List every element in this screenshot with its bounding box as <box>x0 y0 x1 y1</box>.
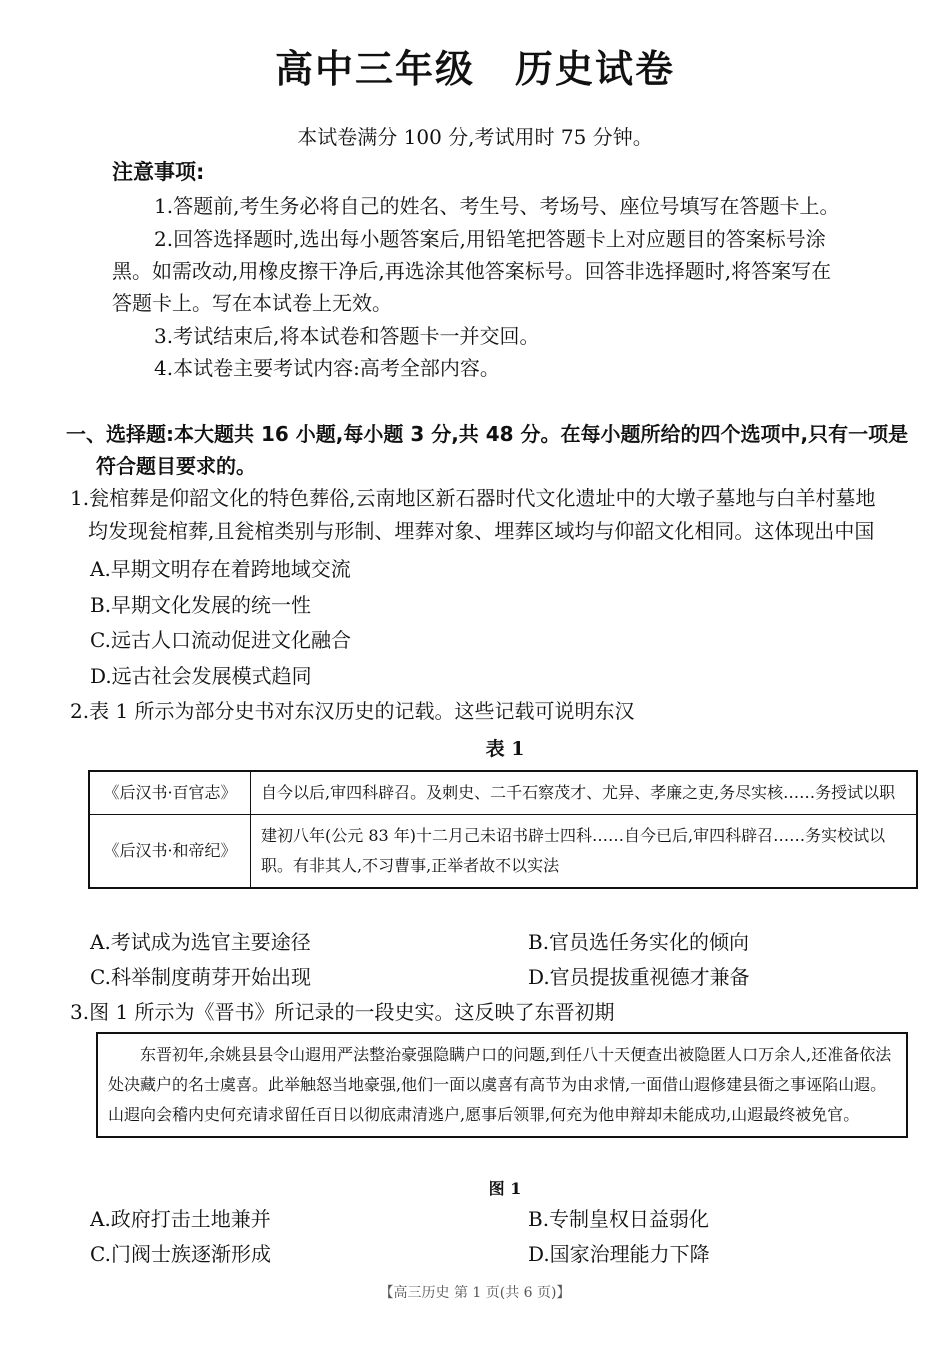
table-source-cell: 《后汉书·百官志》 <box>89 771 251 815</box>
q3-stem: 3.图 1 所示为《晋书》所记录的一段史实。这反映了东晋初期 <box>70 1000 615 1024</box>
figure-1-box: 东晋初年,余姚县县令山遐用严法整治豪强隐瞒户口的问题,到任八十天便查出被隐匿人口万余人,还准备依法处决藏户的名士虞喜。此举触怒当地豪强,他们一面以虞喜有高节为由求情,一面借山遐修建县衙之事诬陷山遐。山遐向会稽内史何充请求留任百日以彻底肃清逃户,愿事后领罪,何充为他申辩却未能成功,山遐最终被免官。 <box>96 1032 908 1138</box>
q2-option-a[interactable]: A.考试成为选官主要途径 <box>90 930 311 954</box>
notice-item-3: 3.考试结束后,将本试卷和答题卡一并交回。 <box>154 324 540 348</box>
section-heading: 一、选择题:本大题共 16 小题,每小题 3 分,共 48 分。在每小题所给的四个选项中,只有一项是 <box>66 422 909 446</box>
table-text-cell: 建初八年(公元 83 年)十二月己未诏书辟士四科……自今已后,审四科辟召……务实校试以职。有非其人,不习曹事,正举者故不以实法 <box>251 815 918 889</box>
q1-option-c[interactable]: C.远古人口流动促进文化融合 <box>90 628 351 652</box>
q3-option-a[interactable]: A.政府打击土地兼并 <box>90 1207 271 1231</box>
table-row <box>89 771 917 815</box>
notice-item-1: 1.答题前,考生务必将自己的姓名、考生号、考场号、座位号填写在答题卡上。 <box>154 194 840 218</box>
page-footer: 【高三历史 第 1 页(共 6 页)】 <box>379 1285 571 1301</box>
history-table <box>88 770 918 889</box>
q1-stem-line2: 均发现瓮棺葬,且瓮棺类别与形制、埋葬对象、埋葬区域均与仰韶文化相同。这体现出中国 <box>88 519 875 543</box>
figure-caption: 图 1 <box>488 1179 522 1198</box>
q1-stem-line1: 1.瓮棺葬是仰韶文化的特色葬俗,云南地区新石器时代文化遗址中的大墩子墓地与白羊村墓地 <box>70 486 876 510</box>
q2-option-c[interactable]: C.科举制度萌芽开始出现 <box>90 965 311 989</box>
title-grade: 高中三年级 <box>274 47 475 91</box>
table-source-cell: 《后汉书·和帝纪》 <box>89 815 251 889</box>
q2-option-b[interactable]: B.官员选任务实化的倾向 <box>528 930 750 954</box>
page-title <box>0 38 950 93</box>
notice-item-2: 2.回答选择题时,选出每小题答案后,用铅笔把答题卡上对应题目的答案标号涂 <box>154 227 826 251</box>
q3-option-d[interactable]: D.国家治理能力下降 <box>528 1242 710 1266</box>
q2-option-d[interactable]: D.官员提拔重视德才兼备 <box>528 965 750 989</box>
table-row <box>89 815 917 889</box>
section-heading-cont: 符合题目要求的。 <box>96 454 256 478</box>
q3-option-c[interactable]: C.门阀士族逐渐形成 <box>90 1242 271 1266</box>
notice-item-2-end: 答题卡上。写在本试卷上无效。 <box>112 291 392 315</box>
table-caption: 表 1 <box>485 738 525 760</box>
q3-option-b[interactable]: B.专制皇权日益弱化 <box>528 1207 710 1231</box>
notice-item-2-cont: 黑。如需改动,用橡皮擦干净后,再选涂其他答案标号。回答非选择题时,将答案写在 <box>112 259 832 283</box>
title-subject: 历史试卷 <box>515 47 676 91</box>
q1-option-d[interactable]: D.远古社会发展模式趋同 <box>90 664 312 688</box>
q1-option-b[interactable]: B.早期文化发展的统一性 <box>90 593 312 617</box>
table-text-cell: 自今以后,审四科辟召。及刺史、二千石察茂才、尤异、孝廉之吏,务尽实核……务授试以职 <box>251 771 918 815</box>
exam-intro: 本试卷满分 100 分,考试用时 75 分钟。 <box>297 125 653 149</box>
q1-option-a[interactable]: A.早期文明存在着跨地域交流 <box>90 557 351 581</box>
notice-heading: 注意事项: <box>112 160 205 184</box>
q2-stem: 2.表 1 所示为部分史书对东汉历史的记载。这些记载可说明东汉 <box>70 699 635 723</box>
notice-item-4: 4.本试卷主要考试内容:高考全部内容。 <box>154 356 500 380</box>
